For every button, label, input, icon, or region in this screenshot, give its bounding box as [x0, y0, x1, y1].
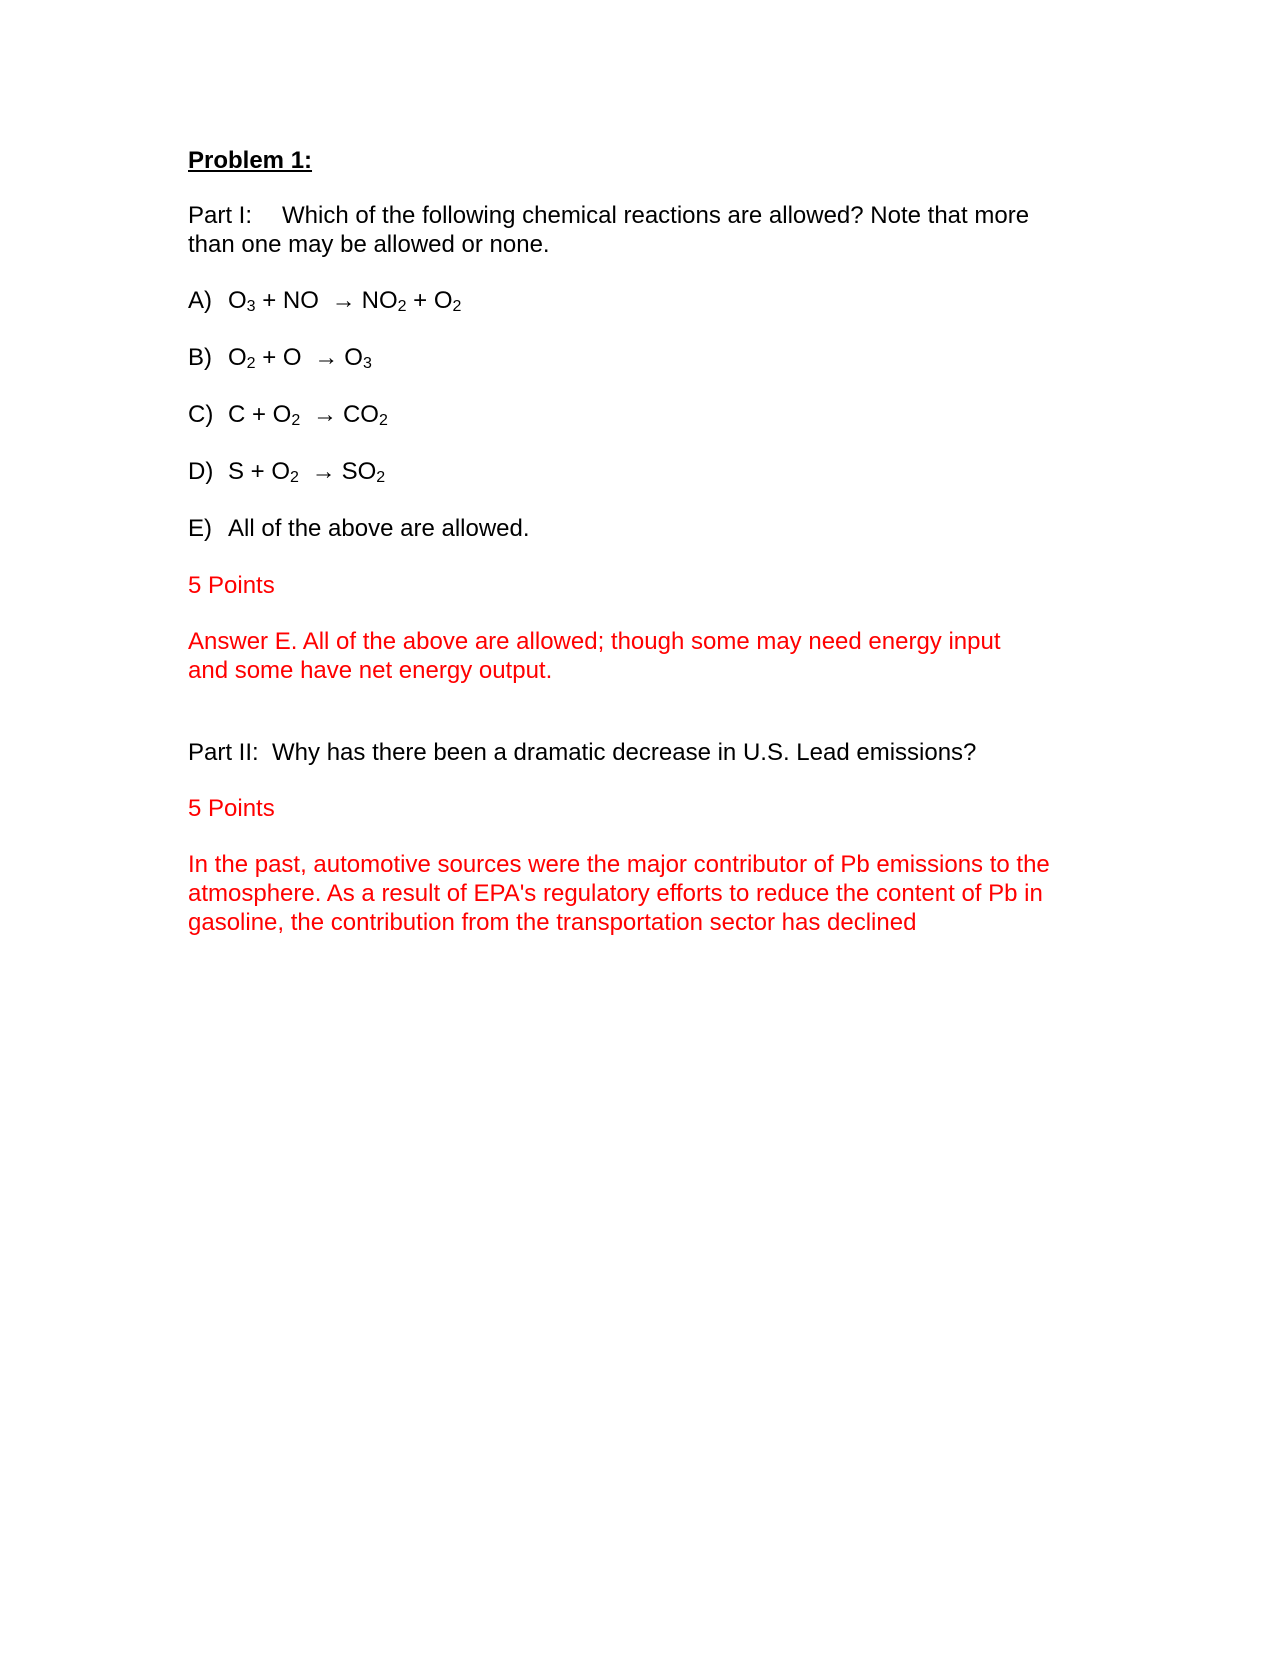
option-c — [188, 400, 1108, 429]
option-letter: C) — [188, 401, 214, 428]
part2-answer — [188, 850, 1108, 937]
part1-question-cont: than one may be allowed or none. — [188, 231, 550, 258]
formula-text — [300, 401, 307, 428]
answer-line: In the past, automotive sources were the major contributor of Pb emissions to the — [188, 851, 1050, 878]
formula-text: SO — [341, 458, 377, 485]
formula-subscript: 2 — [397, 298, 407, 315]
right-arrow-icon: → — [331, 287, 356, 314]
option-e — [188, 514, 1108, 543]
option-d — [188, 457, 1108, 486]
formula-subscript: 2 — [452, 298, 462, 315]
formula-subscript: 3 — [362, 355, 372, 372]
answer-line: gasoline, the contribution from the transportation sector has declined — [188, 909, 917, 936]
option-b — [188, 343, 1108, 372]
part1-question-text: Which of the following chemical reactions are allowed? Note that more — [282, 202, 1030, 229]
formula-subscript: 2 — [291, 412, 301, 429]
document-content — [188, 146, 1108, 937]
formula-text: O — [228, 344, 247, 371]
formula-subscript: 2 — [246, 355, 256, 372]
formula-text: S + O — [228, 458, 291, 485]
formula-text: CO — [342, 401, 379, 428]
right-arrow-icon: → — [312, 401, 337, 428]
formula-subscript: 3 — [246, 298, 256, 315]
formula-text — [299, 458, 306, 485]
part1-question — [188, 201, 1108, 259]
formula-text: + O — [406, 287, 453, 314]
option-letter: E) — [188, 515, 212, 542]
formula-text: NO — [361, 287, 398, 314]
option-letter: D) — [188, 458, 214, 485]
formula-subscript: 2 — [376, 469, 386, 486]
part2-label: Part II: — [188, 739, 259, 766]
part1-label: Part I: — [188, 202, 253, 229]
problem-title: Problem 1: — [188, 147, 313, 174]
part2-question-text: Why has there been a dramatic decrease in U.S. Lead emissions? — [272, 739, 977, 766]
option-e-text: All of the above are allowed. — [228, 515, 530, 542]
answer-line: and some have net energy output. — [188, 657, 553, 684]
formula-text: O — [228, 287, 247, 314]
option-letter: A) — [188, 287, 212, 314]
option-letter: B) — [188, 344, 212, 371]
formula-text: + O — [255, 344, 309, 371]
formula-text: + NO — [255, 287, 326, 314]
answer-line: Answer E. All of the above are allowed; though some may need energy input — [188, 628, 1001, 655]
formula-subscript: 2 — [378, 412, 388, 429]
formula-subscript: 2 — [290, 469, 299, 486]
part2-points: 5 Points — [188, 795, 275, 822]
formula-text: C + O — [228, 401, 292, 428]
option-a — [188, 286, 1108, 315]
part2-question — [188, 738, 1108, 767]
right-arrow-icon: → — [314, 344, 339, 371]
right-arrow-icon: → — [311, 458, 336, 485]
formula-text: O — [344, 344, 363, 371]
answer-line: atmosphere. As a result of EPA's regulatory efforts to reduce the content of Pb in — [188, 880, 1043, 907]
part1-points: 5 Points — [188, 572, 275, 599]
part1-answer — [188, 627, 1108, 685]
